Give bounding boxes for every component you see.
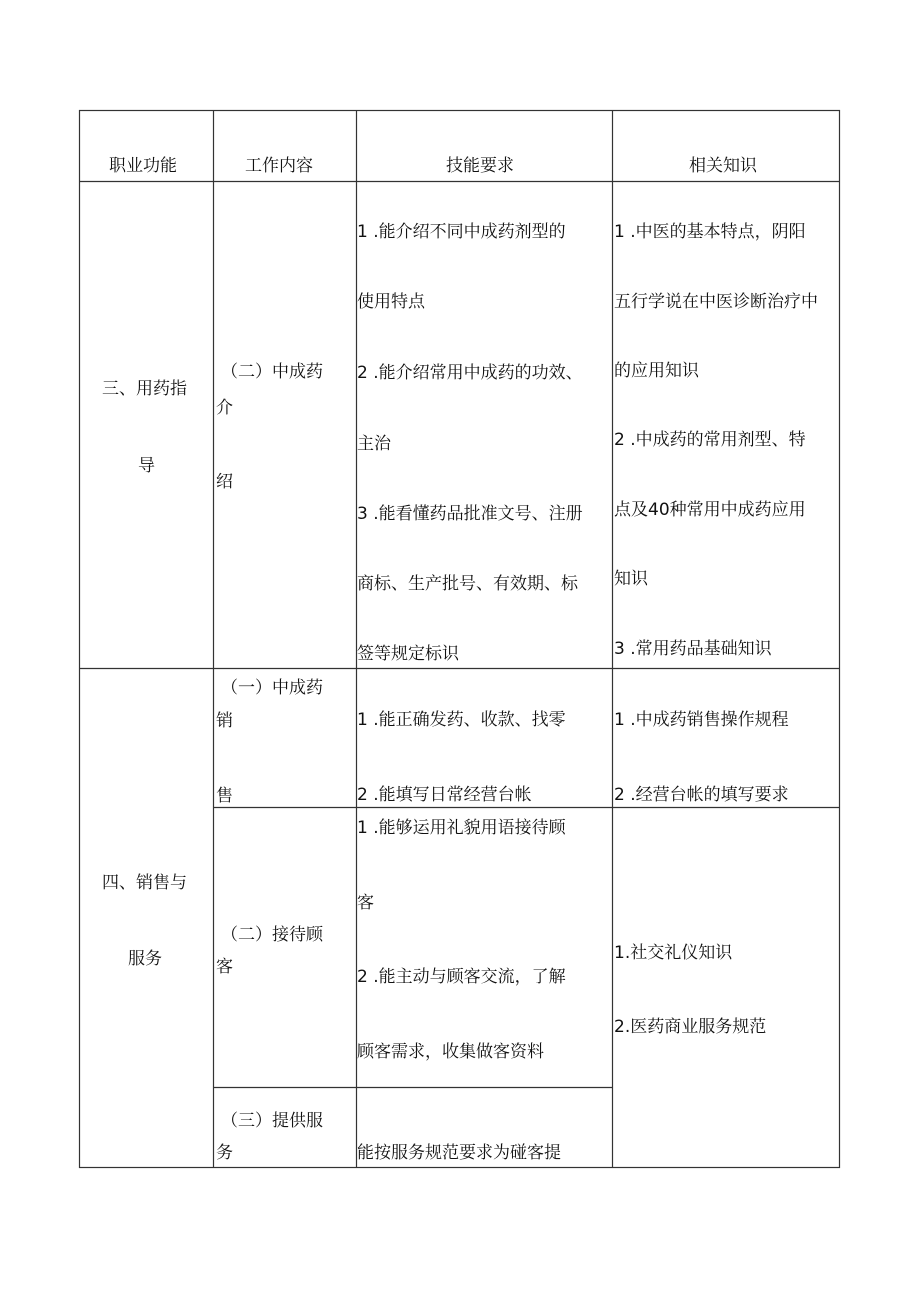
section4-row3-skills-line1: 能按服务规范要求为碰客提 — [357, 1143, 561, 1163]
section3-skills-line1: 1 .能介绍不同中成药剂型的 — [357, 222, 566, 242]
section3-skills-line4: 主治 — [357, 434, 391, 454]
section4-row2-skills-line2: 客 — [357, 893, 374, 913]
section4-row2-skills-line3: 2 .能主动与顾客交流，了解 — [357, 967, 566, 987]
section3-knowledge-line4: 2 .中成药的常用剂型、特 — [614, 430, 806, 450]
section3-function-line2: 导 — [138, 456, 155, 476]
section4-row2-skills-line4: 顾客需求，收集做客资料 — [357, 1042, 544, 1062]
section4-row3-content-line1: （三）提供服 — [221, 1111, 323, 1131]
section3-knowledge-line7: 3 .常用药品基础知识 — [614, 639, 772, 659]
section3-skills-line6: 商标、生产批号、有效期、标 — [357, 574, 578, 594]
section4-row1-knowledge-line1: 1 .中成药销售操作规程 — [614, 710, 789, 730]
section4-row2-content-line1: （二）接待顾 — [221, 925, 323, 945]
section4-service-knowledge-line2: 2.医药商业服务规范 — [614, 1017, 767, 1037]
header-knowledge: 相关知识 — [689, 156, 757, 176]
section3-skills-line7: 签等规定标识 — [357, 644, 459, 664]
section3-skills-line5: 3 .能看懂药品批准文号、注册 — [357, 504, 583, 524]
section4-row2-skills-line1: 1 .能够运用礼貌用语接待顾 — [357, 818, 566, 838]
section4-row3-content-line2: 务 — [216, 1143, 233, 1163]
section3-content-line2: 介 — [216, 398, 233, 418]
section4-row1-content-line2: 销 — [216, 711, 233, 731]
section4-row1-knowledge-line2: 2 .经营台帐的填写要求 — [614, 785, 789, 805]
section3-knowledge-line5: 点及40种常用中成药应用 — [614, 500, 806, 520]
section3-knowledge-line3: 的应用知识 — [614, 361, 699, 381]
section4-service-knowledge-line1: 1.社交礼仪知识 — [614, 943, 733, 963]
section3-function-line1: 三、用药指 — [102, 379, 187, 399]
section4-row1-content-line3: 售 — [216, 786, 233, 806]
header-function: 职业功能 — [109, 156, 177, 176]
header-skills: 技能要求 — [446, 156, 514, 176]
section4-row1-content-line1: （一）中成药 — [221, 678, 323, 698]
header-content: 工作内容 — [245, 156, 313, 176]
section3-knowledge-line6: 知识 — [614, 569, 648, 589]
section4-row1-skills-line2: 2 .能填写日常经营台帐 — [357, 785, 532, 805]
section3-knowledge-line2: 五行学说在中医诊断治疗中 — [614, 292, 818, 312]
section4-function-line1: 四、销售与 — [102, 873, 187, 893]
section3-skills-line2: 使用特点 — [357, 292, 425, 312]
section4-row2-content-line2: 客 — [216, 957, 233, 977]
section3-skills-line3: 2 .能介绍常用中成药的功效、 — [357, 363, 583, 383]
section4-row1-skills-line1: 1 .能正确发药、收款、找零 — [357, 710, 566, 730]
section3-knowledge-line1: 1 .中医的基本特点，阴阳 — [614, 222, 806, 242]
section4-function-line2: 服务 — [128, 949, 162, 969]
section3-content-line3: 绍 — [216, 472, 233, 492]
section3-content-line1: （二）中成药 — [221, 362, 323, 382]
